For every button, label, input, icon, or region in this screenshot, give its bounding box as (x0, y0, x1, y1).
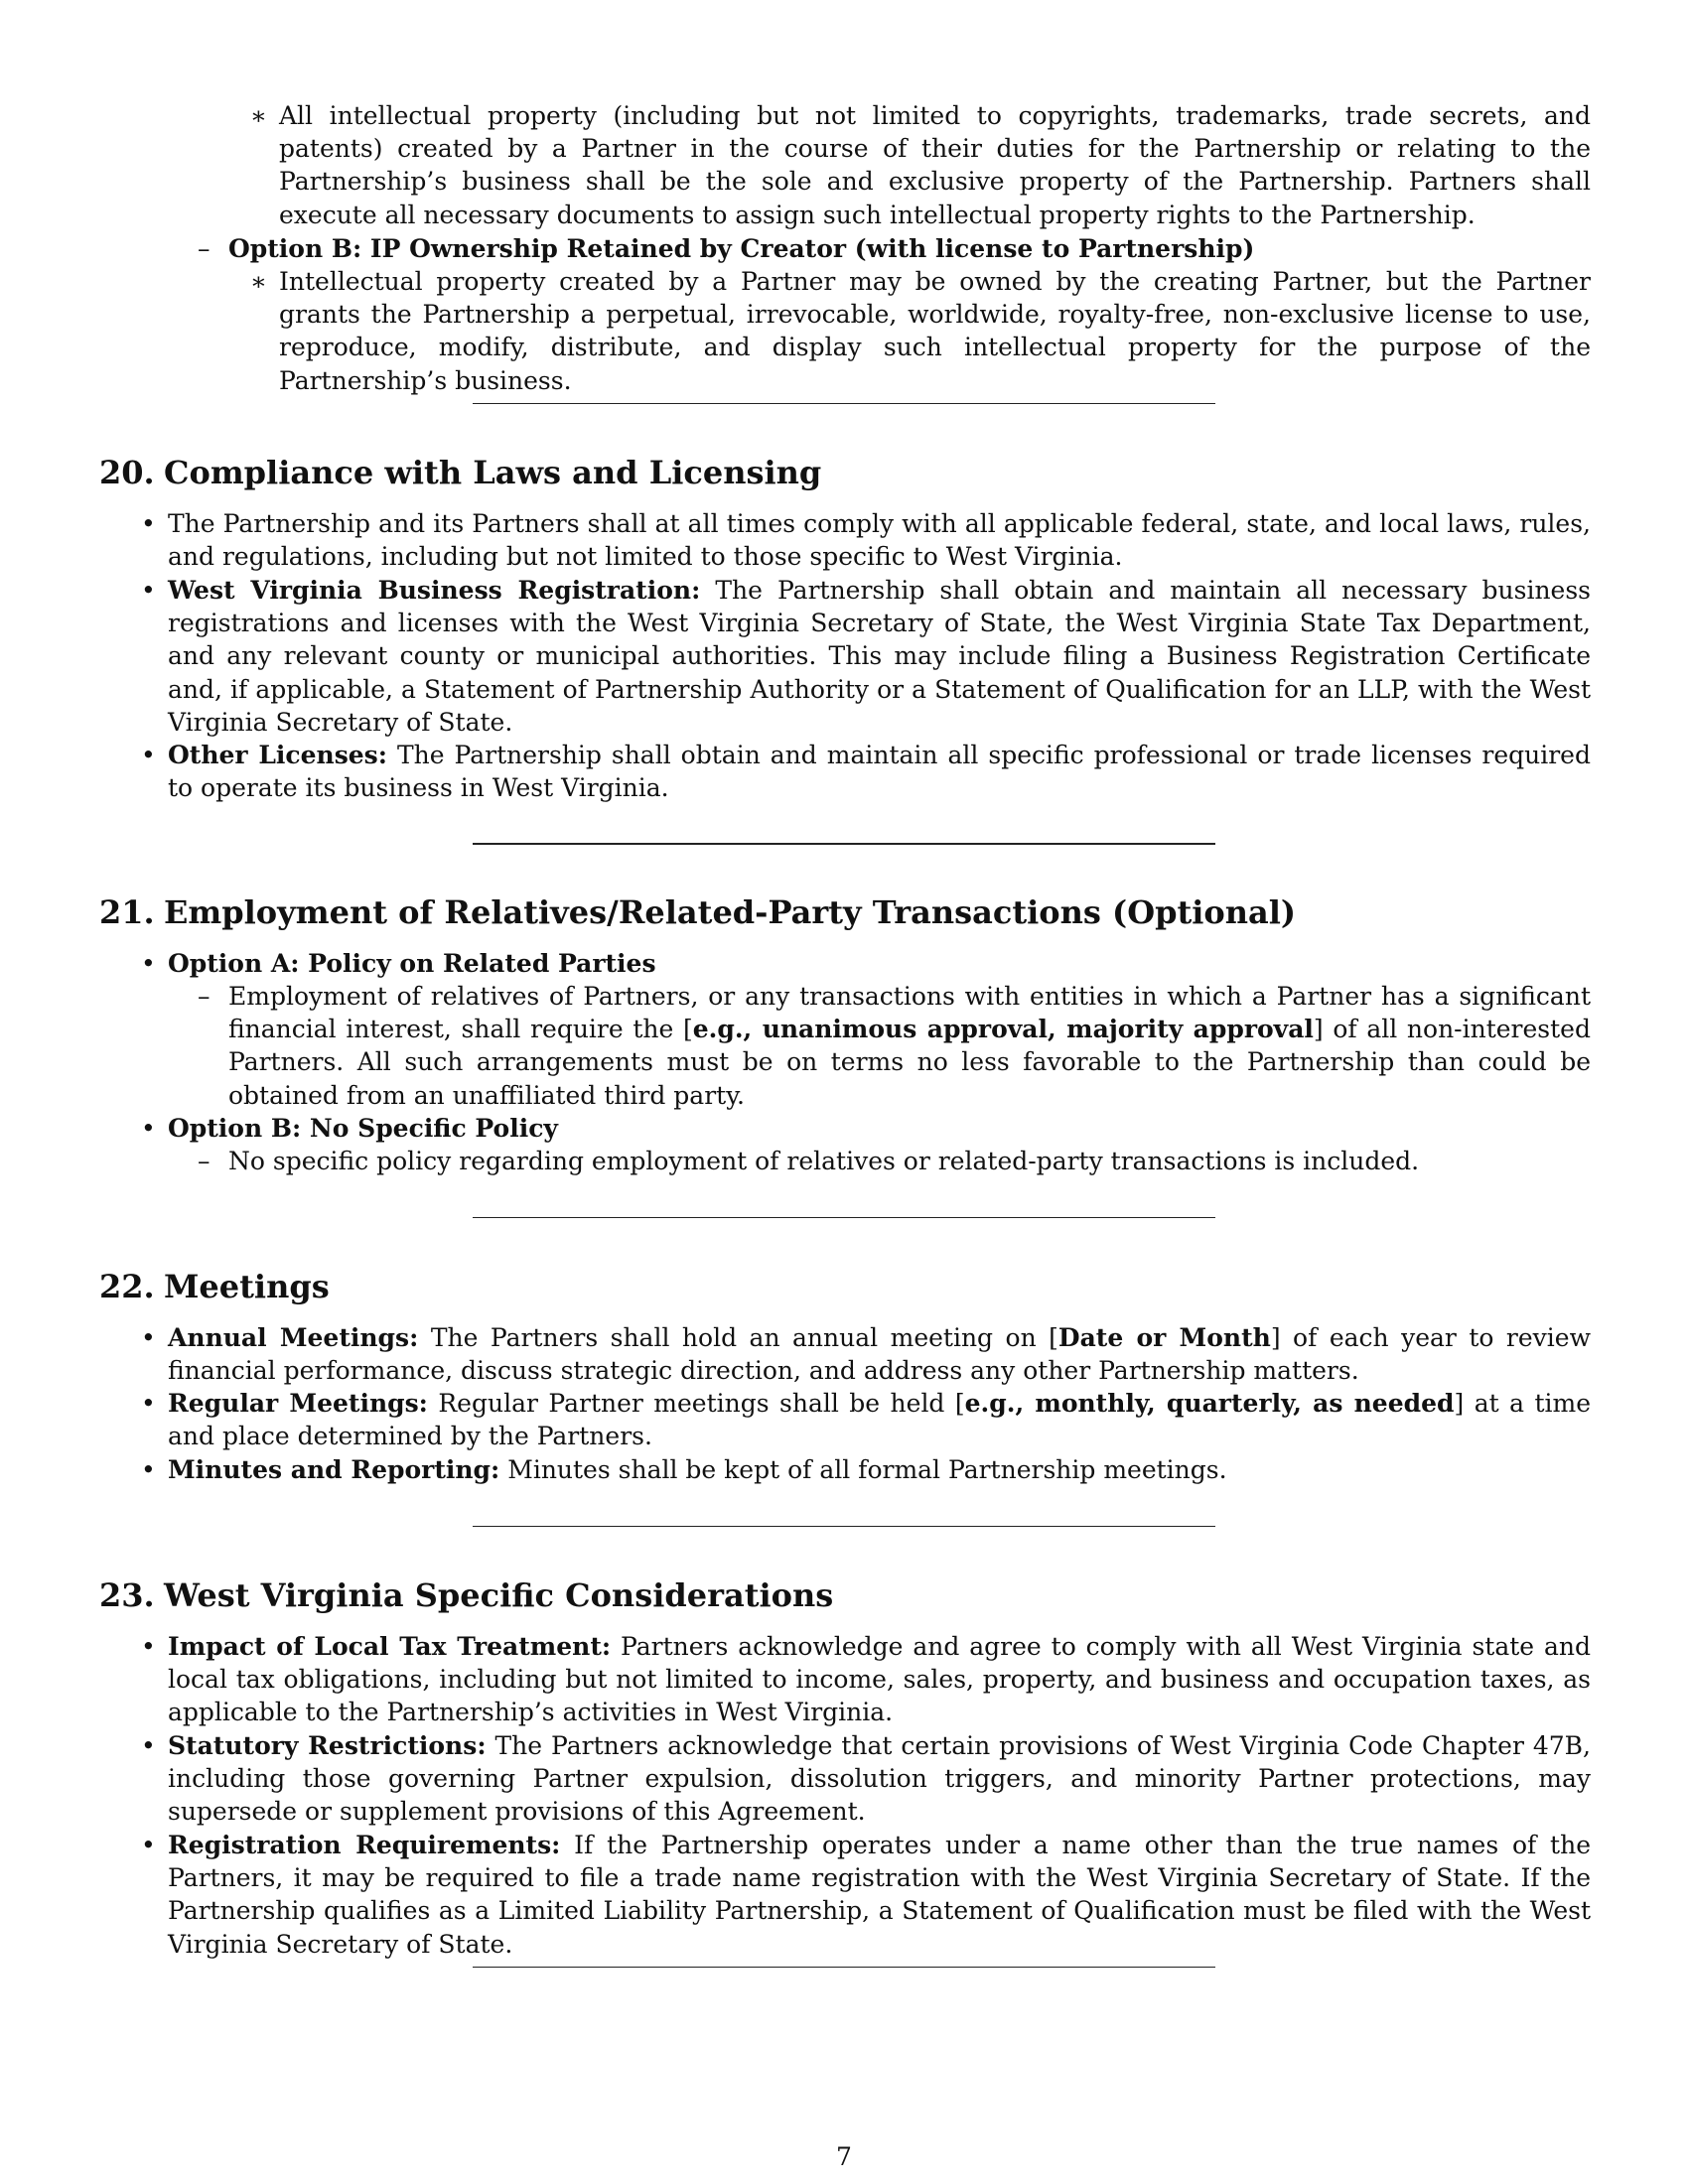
item-text: The Partners acknowledge that certain provisions of West Virginia Code Chapter 47B, including those governing Partner expulsion, dissolution triggers, and minority Partner protections, may supersede or supplement provisions of this Agreement. (168, 1731, 1591, 1827)
section-23-heading (99, 1575, 1589, 1615)
item-text: No specific policy regarding employment of relatives or related-party transactions is included. (228, 1147, 1420, 1175)
registration-requirements-item (141, 1829, 1591, 1961)
dash-marker: – (198, 1147, 211, 1175)
bullet-marker: • (141, 1632, 156, 1661)
section-divider (473, 1217, 1215, 1218)
annual-meetings-item (141, 1321, 1591, 1387)
item-text: ] of all non-interested Partners. All such arrangements must be on terms no less favorable to the Partnership than could be obtained from an unaffiliated third party. (228, 1015, 1591, 1110)
local-tax-item (141, 1630, 1591, 1729)
section-title: West Virginia Specific Considerations (164, 1576, 834, 1614)
section-divider (473, 843, 1215, 845)
section-divider (473, 403, 1215, 404)
ip-option-b-item (250, 265, 1591, 397)
section-number: 20. (99, 454, 155, 491)
section-number: 22. (99, 1268, 155, 1305)
related-parties-option-a (141, 947, 1591, 980)
item-label: Registration Requirements: (168, 1831, 561, 1859)
item-text: The Partners shall hold an annual meeting on [ (430, 1323, 1058, 1352)
option-title: Option A: Policy on Related Parties (168, 949, 656, 978)
item-text: ] of each year to review financial performance, discuss strategic direction, and address any other Partnership matters. (168, 1323, 1591, 1386)
item-text: Employment of relatives of Partners, or any transactions with entities in which a Partner has a significant financial interest, shall require the [ (228, 982, 1591, 1044)
star-marker: ∗ (250, 101, 267, 130)
dash-marker: – (198, 234, 211, 263)
item-text: ] at a time and place determined by the Partners. (168, 1389, 1591, 1451)
bullet-marker: • (141, 949, 156, 978)
related-parties-option-b-item (198, 1145, 1591, 1177)
item-text: Partners acknowledge and agree to comply with all West Virginia state and local tax obligations, including but not limited to income, sales, property, and business and occupation taxes, as applicable to the Partnership’s activities in West Virginia. (168, 1632, 1591, 1727)
section-divider (473, 1967, 1215, 1968)
item-text: The Partnership shall obtain and maintain all necessary business registrations and licenses with the West Virginia Secretary of State, the West Virginia State Tax Department, and any relevant county or municipal authorities. This may include filing a Business Registration Certificate and, if applicable, a Statement of Partnership Authority or a Statement of Qualification for an LLP, with the West Virginia Secretary of State. (168, 576, 1591, 737)
ip-option-b-text: Intellectual property created by a Partner may be owned by the creating Partner, but the Partner grants the Partnership a perpetual, irrevocable, worldwide, royalty-free, non-exclusive license to use, reproduce, modify, distribute, and display such intellectual property for the purpose of the Partnership’s business. (279, 267, 1591, 395)
section-number: 23. (99, 1576, 155, 1614)
placeholder-text: e.g., monthly, quarterly, as needed (964, 1389, 1455, 1418)
regular-meetings-item (141, 1387, 1591, 1452)
compliance-item (141, 507, 1591, 573)
bullet-marker: • (141, 1831, 156, 1859)
related-parties-option-a-item (198, 980, 1591, 1112)
wv-business-registration-item (141, 574, 1591, 739)
compliance-text: The Partnership and its Partners shall at all times comply with all applicable federal, state, and local laws, rules, and regulations, including but not limited to those specific to West Virginia. (168, 509, 1591, 572)
section-divider (473, 1526, 1215, 1527)
bullet-marker: • (141, 1455, 156, 1484)
section-22-heading (99, 1267, 1589, 1306)
related-parties-option-b (141, 1112, 1591, 1145)
ip-option-a-text: All intellectual property (including but not limited to copyrights, trademarks, trade secrets, and patents) created by a Partner in the course of their duties for the Partnership or relating to the Partnership’s business shall be the sole and exclusive property of the Partnership. Partners shall execute all necessary documents to assign such intellectual property rights to the Partnership. (279, 101, 1591, 229)
item-label: Regular Meetings: (168, 1389, 428, 1418)
section-title: Employment of Relatives/Related-Party Transactions (Optional) (164, 893, 1297, 931)
section-number: 21. (99, 893, 155, 931)
section-20-heading (99, 453, 1589, 492)
item-label: Annual Meetings: (168, 1323, 419, 1352)
item-label: Impact of Local Tax Treatment: (168, 1632, 612, 1661)
page-number: 7 (836, 2142, 852, 2171)
bullet-marker: • (141, 741, 156, 769)
item-text: Regular Partner meetings shall be held [ (438, 1389, 965, 1418)
bullet-marker: • (141, 576, 156, 605)
section-title: Compliance with Laws and Licensing (164, 454, 822, 491)
section-title: Meetings (164, 1268, 330, 1305)
item-label: Other Licenses: (168, 741, 387, 769)
item-text: The Partnership shall obtain and maintain all specific professional or trade licenses required to operate its business in West Virginia. (168, 741, 1591, 803)
bullet-marker: • (141, 1323, 156, 1352)
minutes-reporting-item (141, 1453, 1591, 1486)
placeholder-text: Date or Month (1057, 1323, 1271, 1352)
item-label: Minutes and Reporting: (168, 1455, 500, 1484)
bullet-marker: • (141, 509, 156, 538)
item-label: Statutory Restrictions: (168, 1731, 487, 1760)
bullet-marker: • (141, 1389, 156, 1418)
statutory-restrictions-item (141, 1729, 1591, 1829)
item-text: Minutes shall be kept of all formal Partnership meetings. (507, 1455, 1227, 1484)
bullet-marker: • (141, 1114, 156, 1143)
star-marker: ∗ (250, 267, 267, 296)
other-licenses-item (141, 739, 1591, 804)
bullet-marker: • (141, 1731, 156, 1760)
section-21-heading (99, 892, 1589, 932)
item-label: West Virginia Business Registration: (168, 576, 701, 605)
ip-option-a-item (250, 99, 1591, 231)
ip-option-b-heading (198, 232, 1591, 265)
placeholder-text: e.g., unanimous approval, majority approval (692, 1015, 1314, 1044)
dash-marker: – (198, 982, 211, 1011)
ip-option-b-title: Option B: IP Ownership Retained by Creator (with license to Partnership) (228, 234, 1255, 263)
item-text: If the Partnership operates under a name other than the true names of the Partners, it may be required to file a trade name registration with the West Virginia Secretary of State. If the Partnership qualifies as a Limited Liability Partnership, a Statement of Qualification must be filed with the West Virginia Secretary of State. (168, 1831, 1591, 1959)
option-title: Option B: No Specific Policy (168, 1114, 558, 1143)
